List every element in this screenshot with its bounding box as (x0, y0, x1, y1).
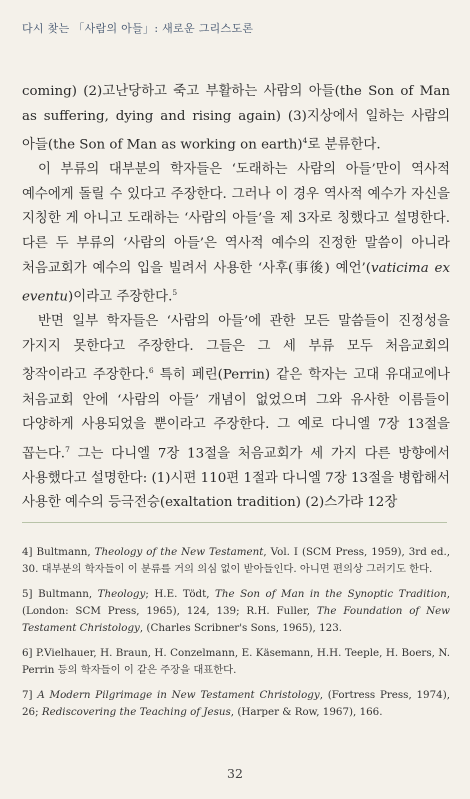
italic-text: The Foundation of New Testament Christology (22, 605, 450, 634)
footnote-6: 6] P.Vielhauer, H. Braun, H. Conzelmann, E. Käsemann, H.H. Teeple, H. Boers, N. Perrin 등의 학자들이 이 같은 주장을 대표한다. (22, 647, 450, 676)
footnote-marker: 6 (148, 366, 154, 376)
italic-text: A Modern Pilgrimage in New Testament Christology (37, 689, 320, 701)
footnote-marker: 7 (65, 444, 70, 454)
paragraph-1: coming) (2)고난당하고 죽고 부활하는 사람의 아들(the Son of Man as suffering, dying and rising again) (3)지상에서 일하는 사람의 아들(the Son of Man as working on earth)$^4$로 분류한다. (22, 84, 450, 153)
paragraph-2: 이 부류의 대부분의 학자들은 ‘도래하는 사람의 아들’만이 역사적 예수에게 돌릴 수 있다고 주장한다. 그러나 이 경우 역사적 예수가 자신을 지칭한 게 아니고 도래하는 ‘사람의 아들’을 제 3자로 칭했다고 설명한다. 다른 두 부류의 ‘사람의 아들’은 역사적 예수의 진정한 말씀이 아니라 처음교회가 예수의 입을 빌려서 사용한 ‘사후(事後) 예언’(vaticima ex eventu)이라고 주장한다.$^5$ (22, 162, 450, 305)
footnote-5: 5] Bultmann, Theology; H.E. Tödt, The Son of Man in the Synoptic Tradition, (London: SCM Press, 1965), 124, 139; R.H. Fuller, The Foundation of New Testament Christology, (Charles Scribner's Sons, 1965), 123. (22, 588, 450, 634)
footnote-marker: 5 (172, 288, 178, 298)
footnote-marker: 4 (302, 136, 308, 146)
page-number: 32 (227, 766, 243, 781)
italic-text: Theology of the New Testament (94, 546, 264, 558)
paragraph-3: 반면 일부 학자들은 ‘사람의 아들’에 관한 모든 말씀들이 진정성을 가지지 못한다고 주장한다. 그들은 그 세 부류 모두 처음교회의 창작이라고 주장한다.$^6$ 특히 페린(Perrin) 같은 학자는 고대 유대교에나 처음교회 안에 ‘사람의 아들’ 개념이 없었으며 그와 유사한 이름들이 다양하게 사용되었을 뿐이라고 주장한다. 그 예로 다니엘 7장 13절을 꼽는다.$^7$ 그는 다니엘 7장 13절을 처음교회가 세 가지 다른 방향에서 사용했다고 설명한다: (1)시편 110편 1절과 다니엘 7장 13절을 병합해서 사용한 예수의 등극전승(exaltation tradition) (2)스가랴 12장 (22, 314, 450, 511)
footnote-4: 4] Bultmann, Theology of the New Testament, Vol. I (SCM Press, 1959), 3rd ed., 30. 대부분의 학자들이 이 분류를 거의 의심 없이 받아들인다. 아니면 편의상 그러기도 한다. (22, 546, 451, 575)
italic-text: Theology (97, 588, 146, 600)
running-header: 다시 찾는 「사람의 아들」: 새로운 그리스도론 (22, 22, 254, 35)
main-body (22, 80, 450, 516)
footnote-7: 7] A Modern Pilgrimage in New Testament Christology, (Fortress Press, 1974), 26; Rediscovering the Teaching of Jesus, (Harper & Row, 1967), 166. (22, 689, 450, 718)
italic-text: vaticima ex eventu (22, 260, 450, 305)
footnote-separator (22, 522, 447, 523)
italic-text: The Son of Man in the Synoptic Tradition (215, 588, 447, 600)
italic-text: Rediscovering the Teaching of Jesus (41, 706, 231, 718)
footnotes (22, 544, 450, 729)
